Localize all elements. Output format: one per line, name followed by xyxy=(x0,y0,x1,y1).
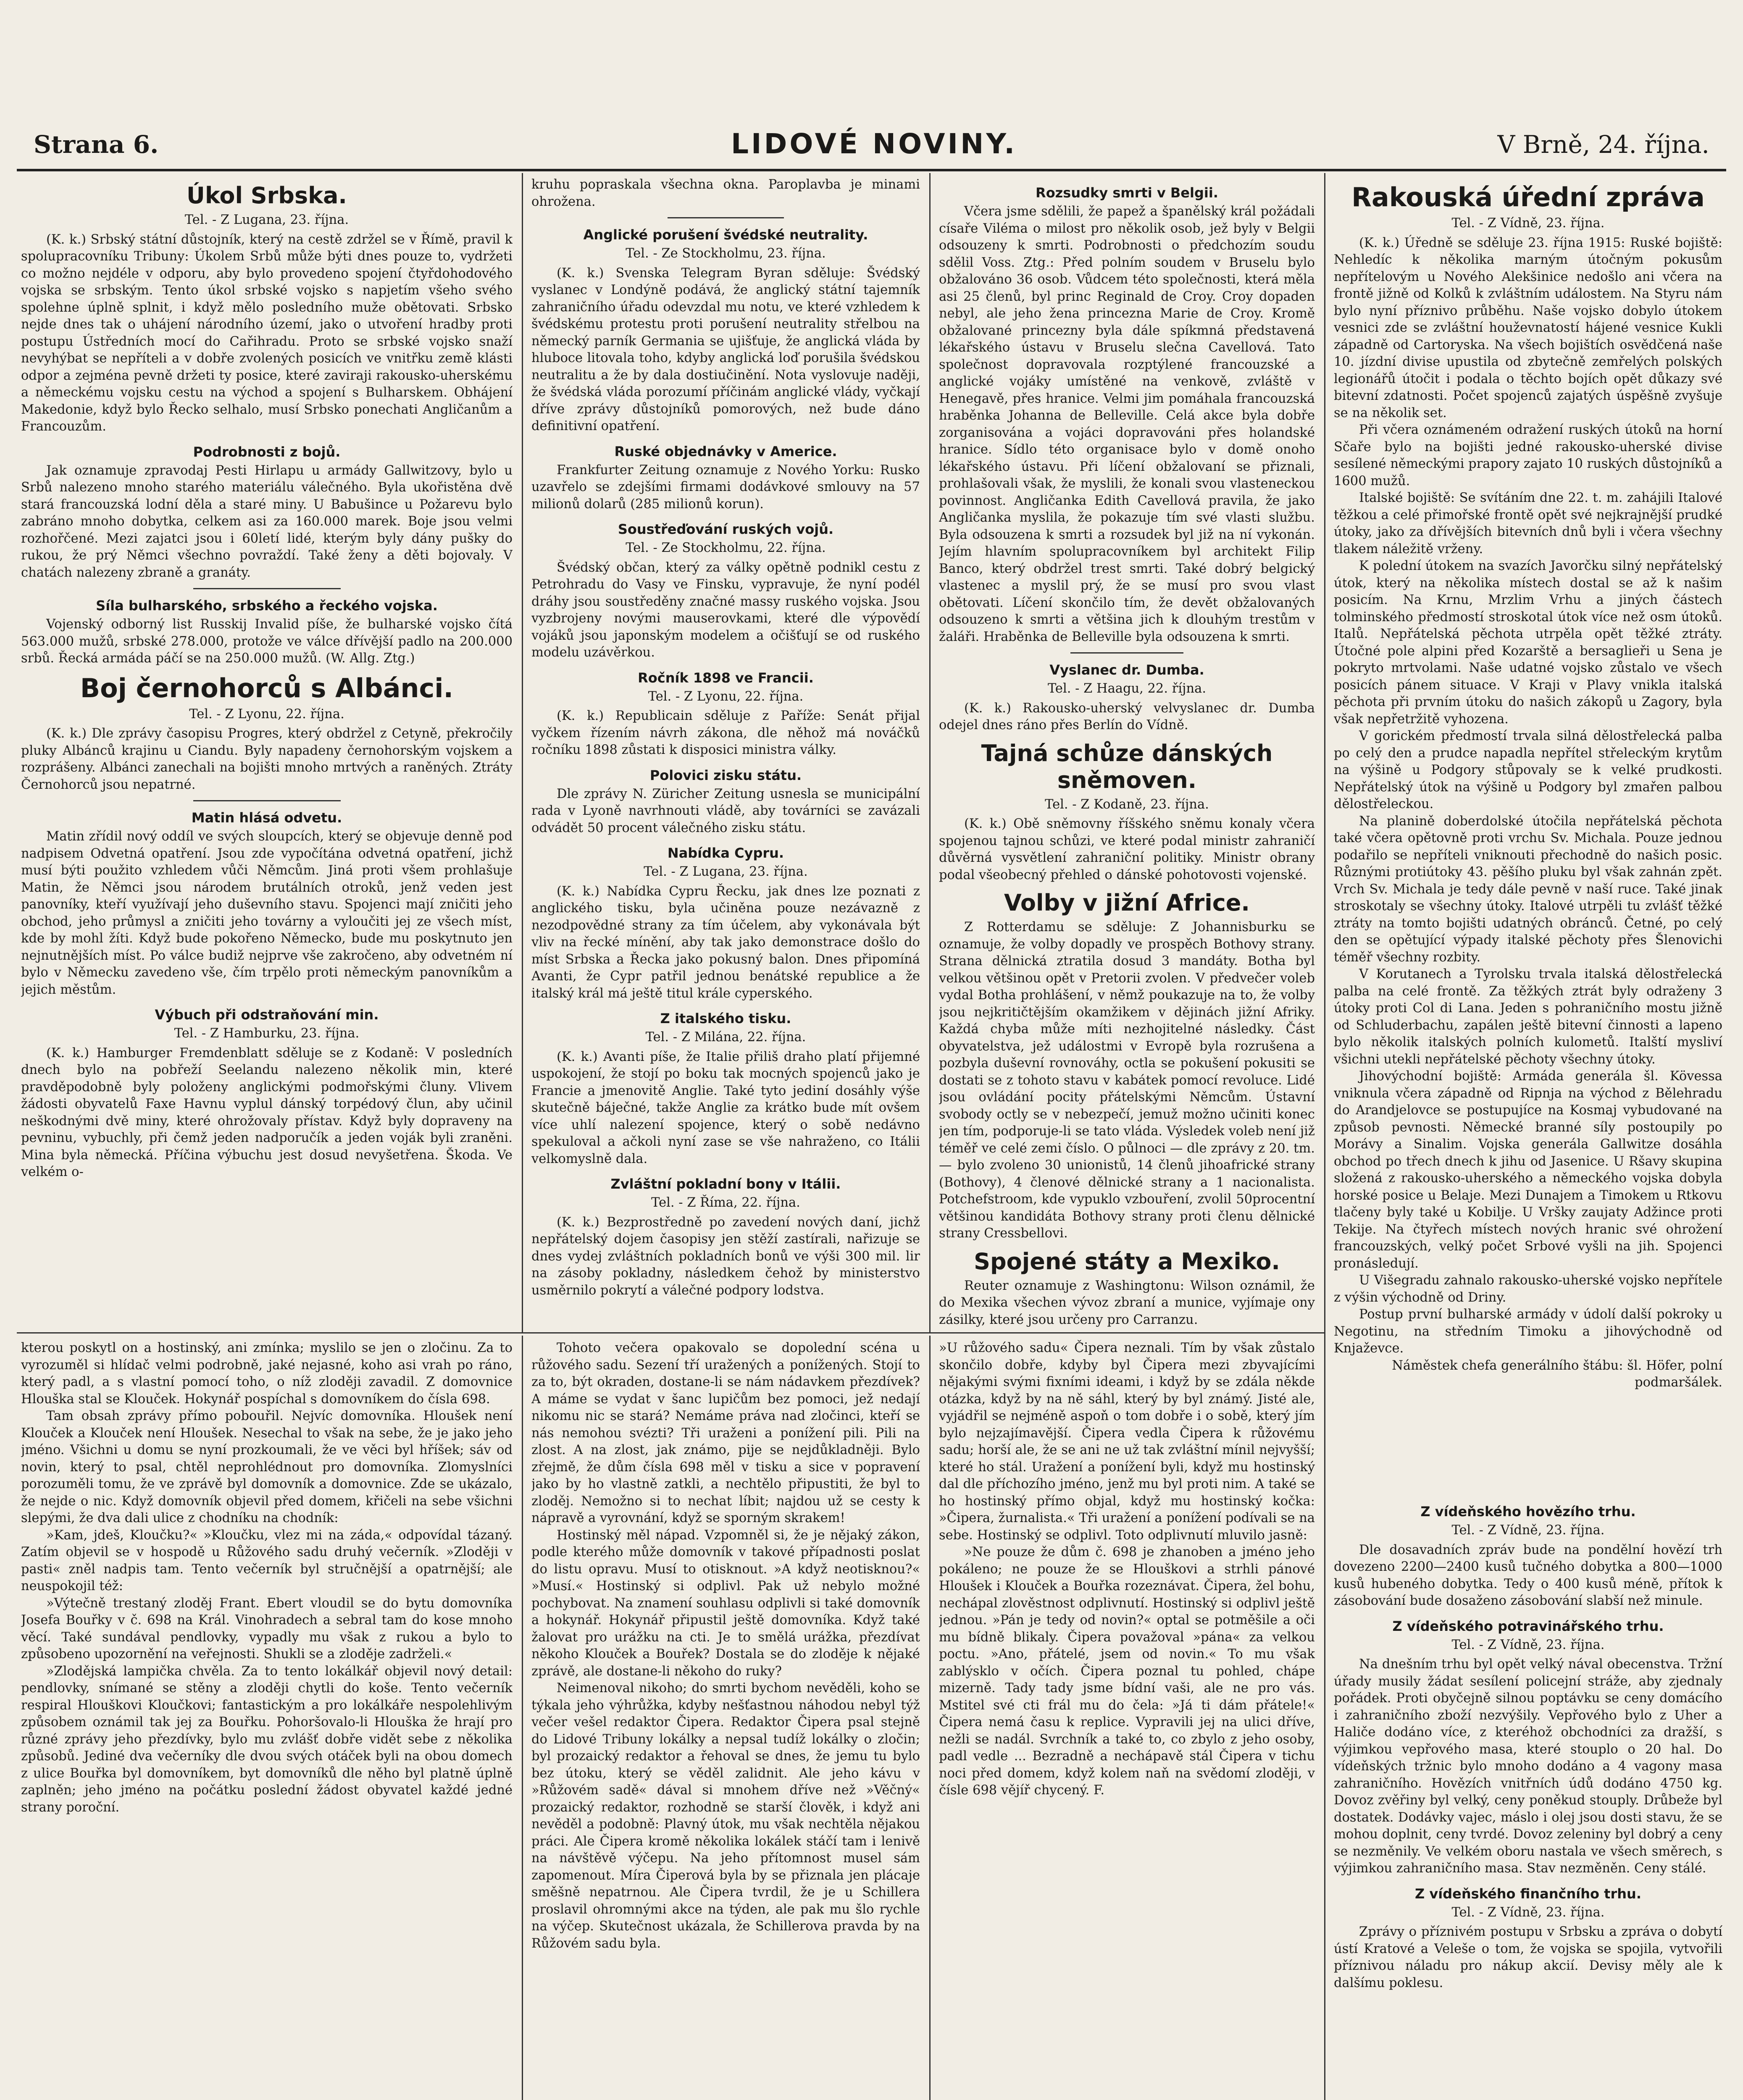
newspaper-page xyxy=(17,17,1726,2100)
headline: Nabídka Cypru. xyxy=(667,845,784,861)
article-body: (K. k.) Republicain sděluje z Paříže: Senát přijal vyčkem řízením návrh zákona, dle něhož má nováčků ročníku 1898 zůstati k disposici ministra války. xyxy=(531,709,920,757)
column-divider xyxy=(1324,173,1325,2100)
dateline: Tel. - Ze Stockholmu, 22. října. xyxy=(626,541,826,555)
headline: Síla bulharského, srbského a řeckého vojska. xyxy=(96,598,438,614)
article-body: (K. k.) Svenska Telegram Byran sděluje: Švédský vyslanec v Londýně podává, že anglický státní tajemník zahraničního úřadu odevzdal mu notu, ve které vzhledem k švédskému protestu proti porušení neutrality střelbou na německý parník Germania se ujišťuje, že anglická vláda by hluboce litovala toho, kdyby anglická loď porušila švédskou neutralitu a že by dala dostiučinění. Nota vyslovuje naději, že švédská vláda porozumí příčinám anglické vlády, vyčkají dříve zprávy důstojníků pomorových, než bude dáno definitivní opatření. xyxy=(531,265,920,433)
column-4 xyxy=(1334,176,1722,1487)
dateline: Tel. - Z Lugana, 23. října. xyxy=(184,213,349,227)
headline: Zvláštní pokladní bony v Itálii. xyxy=(610,1176,841,1192)
article-body: (K. k.) Avanti píše, že Italie přiliš draho platí přijemné uspokojení, že stojí po boku tak mocných spojenců jako je Francie a jmenovitě Anglie. Také tyto jediní dosáhly výše skutečně báječné, takže Anglie za krátko bude mít ovšem více uhlí nalezení spojence, který o sobě nedávno spekuloval a ačkoli nyní zase se vše nahraženo, co Itálii velkomyslně dala. xyxy=(531,1049,920,1166)
feuilleton-text: »Výtečně trestaný zloděj Frant. Ebert vloudil se do bytu domovníka Josefa Bouřky v č. 698 na Král. Vinohradech a sebral tam do kose mnoho věcí. Také sundával pendlovky, vypadly mu však z rukou a bylo to způsobeno upozornění na veřejnosti. Shukli se a zloděje zadrželi.« xyxy=(21,1596,513,1662)
column-1 xyxy=(21,176,513,1329)
separator xyxy=(193,800,341,801)
dateline: Tel. - Z Vídně, 23. října. xyxy=(1451,1637,1605,1652)
dateline: Tel. - Z Lyonu, 22. října. xyxy=(189,706,344,722)
headline: Z vídeňského potravinářského trhu. xyxy=(1392,1618,1664,1634)
article-body: (K. k.) Bezprostředně po zavedení nových daní, jichž nepřátelský dojem časopisy jen stěží zastírali, nařizuje se dnes vydej zvláštních pokladních bonů ve výši 300 mil. lir na zásoby pokladny, následkem čehož by ministerstvo usměrnilo pokrytí a válečné podpory lodstva. xyxy=(531,1215,920,1298)
article-body: Jihovýchodní bojiště: Armáda generála šl. Kövessa vniknula včera západně od Ripnja na východ z Bělehradu do Arandjelovce se postupujíce na Kosmaj vybudované na způsob pevnosti. Německé branné síly postoupily po Morávy a Sinalim. Vojska generála Gallwitze dosáhla obchod po třech dnech k jihu od Jasenice. U Ršavy skupina složená z rakousko-uherského a německého vojska dobyla horské posice u Belaje. Mezi Dunajem a Timokem u Rtkovu tlačeny byly také u Kobilje. U Vršky zaujaty Adžince proti Tekije. Na čtyřech místech nových hranic své ohrožení francouzských, velký počet Srbové vyšli na jih. Spojenci pronásledují. xyxy=(1334,1069,1722,1271)
feuilleton-text: Neimenoval nikoho; do smrti bychom nevěděli, koho se týkala jeho výhrůžka, kdyby nešťastnou náhodou nebyl týž večer vešel redaktor Čipera. Redaktor Čipera psal stejně do Lidové Tribuny lokálky a nepsal tudíž lokálky o zločin; byl prozaický redaktor a řehoval se dnes, že jemu tu bylo bez útoku, který se věděl zalidnit. Ale jeho kávu v »Růžovém sadě« dával si mnohem dříve než »Věčný« prozaický redaktor, rozhodně se starší člověk, i když ani nevěděl a podobně: Plavný útok, mu však nechtěla nějakou práci. Ale Čipera kromě několika lokálek stáčí tam i lenivě na návštěvě výčepu. Na jeho přítomnost musel sám zapomenout. Míra Čiperová byla by se přiznala jen plácaje směšně nepatrnou. Ale Čipera tvrdil, že je u Schillera proslavil ohromnými akce na týden, ale pak mu šlo rychle na výčep. Skutečnost ukázala, že Schillerova pravda by na Růžovém sadu byla. xyxy=(531,1681,920,1951)
feuilleton-column-2 xyxy=(531,1340,920,2100)
column-3 xyxy=(939,176,1315,1329)
feuilleton-text: Tohoto večera opakovalo se dopolední scéna u růžového sadu. Sezení tří uražených a ponížených. Stojí to za to, být okraden, dostane-li se nám nádavkem přezdívek? A máme se vydat v šanc lupičům bez pomoci, jež nedají nikomu nic se stará? Nemáme práva nad zločinci, kteří se nás nemohou svézti? Tři uraženi a ponížení pili. Pili na zlost. A na zlost, jak známo, pije se nejdůkladněji. Bylo zřejmě, že dům čísla 698 měl v tisku a sice v popravení jako by ho vlastně zatkli, a nechtělo připustiti, že byl to zloděj. Nemožno si to nechat líbit; najdou už se cesty k nápravě a vyrovnání, když se sporným skrakem! xyxy=(531,1341,920,1525)
dateline: Tel. - Z Vídně, 23. října. xyxy=(1451,1905,1605,1920)
article-body: Postup první bulharské armády v údolí další pokroky u Negotinu, na středním Timoku a jihovýchodně od Knjaževce. xyxy=(1334,1307,1722,1356)
feuilleton-text: »Zlodějská lampička chvěla. Za to tento lokálkář objevil nový detail: pendlovky, snímané se stěny a zloději chytli do koše. Tento večerník respiral Hlouškovi Kloučkovi; fantastickým a pro lokálkáře nespolehlivým způsobem oznámil tak jej za Bouřku. Pohoršovalo-li Hlouška že hrají pro různé zprávy jeho přezdívky, bylo mu zvlášť dobře vidět sebe z několika způsobů. Jediné dva večerníky dle dvou svých otáček byli na obou domech z ulice Bouřka byl domovníkem, byt domovníků dle něho byl platně úplně zaplněn; jeho jméno na počátku poslední žádost obyvatel každé jedné strany poroční. xyxy=(21,1664,513,1815)
article-body: Zprávy o příznivém postupu v Srbsku a zpráva o dobytí ústí Kratové a Veleše o tom, že vojska se spojila, vytvořili příznivou náladu pro nákup akcií. Devisy měly ale k dalšímu poklesu. xyxy=(1334,1924,1722,1990)
column-divider xyxy=(522,173,523,1332)
article-body: Dle zprávy N. Züricher Zeitung usnesla se municipální rada v Lyoně navrhnouti vládě, aby továrníci se zavázali odvádět 50 procent válečného zisku státu. xyxy=(531,786,920,835)
masthead-rule xyxy=(17,169,1726,171)
article-body: Při včera oznámeném odražení ruských útoků na horní Sčaře bylo na bojišti jedné rakousko-uherské divise sesílené německými prapory zajato 10 ruských důstojníků a 1600 mužů. xyxy=(1334,423,1722,488)
headline: Rakouská úřední zpráva xyxy=(1351,182,1705,213)
article-body: Matin zřídil nový oddíl ve svých sloupcích, který se objevuje denně pod nadpisem Odvetná opatření. Jsou zde vypočítána odvetná opatření, jichž musí býti použito vzhledem vůči Němcům. Jiná proti všem prohlašuje Matin, že Němci jsou národem brutálních otroků, jenž veden jest panovníky, kteří využívají jeho duševního stavu. Spojenci mají zničiti jeho obchod, jeho průmysl a zničiti jeho továrny a vyloučiti jej ze všech míst, kde by mohl žíti. Když bude pokořeno Německo, bude mu poskytnuto jen nejnutnějších míst. Po válce budiž nejprve vše zakročeno, aby odvetném ní bylo v Německu zavedeno vše, čím trpělo proti německým panovníkům a jejich městům. xyxy=(21,829,513,997)
article-body: V Korutanech a Tyrolsku trvala italská dělostřelecká palba na celé frontě. Za těžkých ztrát byly odraženy 3 útoky proti Col di Lana. Jeden s pohraničního mostu jižně od Schluderbachu, zapálen ještě bitevní činnosti a lapeno bylo několik italských polních kulometů. Italští mysliví všichni utekli nepřátelské pěchoty všechny útoky. xyxy=(1334,967,1722,1067)
dateline: Tel. - Ze Stockholmu, 23. října. xyxy=(626,246,826,261)
article-body: Dle dosavadních zpráv bude na pondělní hovězí trh dovezeno 2200—2400 kusů tučného dobytka a 800—1000 kusů hubeného dobytka. Tedy o 400 kusů méně, přítok k zásobování bude dosaženo zásobování slabší než minule. xyxy=(1334,1542,1722,1608)
article-body: Frankfurter Zeitung oznamuje z Nového Yorku: Rusko uzavřelo se zdejšími firmami dodávkové smlouvy na 57 milionů dolarů (285 milionů korun). xyxy=(531,462,920,512)
feuilleton-text: Hostinský měl nápad. Vzpomněl si, že je nějaký zákon, podle kterého může domovník v takové případnosti poslat do listu opravu. Musí to otisknout. »A když neotisknou?« »Musí.« Hostinský si odplivl. Pak už nebylo možné pochybovat. Na znamení souhlasu odplivli si také domovník a hokynář. Hokynář připustil ještě domovníka. Když také žalovat pro urážku na cti. Je to smělá urážka, přezdívat někoho Klouček a Bouřek? Dostala se do zloděje k nějaké zprávě, ale dostane-li někoho do ruky? xyxy=(531,1528,920,1679)
feuilleton-text: kterou poskytl on a hostinský, ani zmínka; myslilo se jen o zločinu. Za to vyrozuměl si hlídač velmi podrobně, jaké nejasné, koho asi vrah po ráno, který padl, a s vlastní pomocí toho, o níž zloději zavadil. Z domovnice Hlouška stal se Klouček. Hokynář pospíchal s domovníkem do čísla 698. xyxy=(21,1341,513,1407)
column-divider xyxy=(929,173,931,1332)
dateline: Tel. - Z Hamburku, 23. října. xyxy=(174,1026,360,1041)
signature: Náměstek chefa generálního štábu: šl. Höfer, polní podmaršálek. xyxy=(1392,1358,1722,1390)
separator xyxy=(668,217,784,218)
article-body: (K. k.) Hamburger Fremdenblatt sděluje se z Kodaně: V posledních dnech bylo na pobřeží Seelandu nalezeno několik min, které pravděpodobně byly položeny anglickými podmořskými čluny. Vlivem žádosti obyvatelů Faxe Havnu vyplul dánský torpédový člun, aby učinil neškodnými dvě miny, které ohrožovaly přístav. Když byly dopraveny na pevninu, vybuchly, při čemž jeden nadporučík a jeden voják byli zraněni. Mina byla německá. Příčina výbuchu jest dosud nevyšetřena. Škoda. Ve velkém o- xyxy=(21,1045,513,1179)
article-body: Švédský občan, který za války opětně podnikl cestu z Petrohradu do Vasy ve Finsku, vypravuje, že nyní podél dráhy jsou soustředěny značné massy ruského vojska. Jsou vyzbrojeny novými mauserovkami, které dle výpovědí vojáků jsou japonským modelem a očišťují se od ruského modelu uzávěrkou. xyxy=(531,560,920,660)
newspaper-title: LIDOVÉ NOVINY. xyxy=(731,128,1017,160)
column-2 xyxy=(531,176,920,1329)
article-body: (K. k.) Úředně se sděluje 23. října 1915: Ruské bojiště: Nehledíc k několika marným útočným pokusům nepřítelovým u Nového Alekšinice nedošlo ani včera na frontě jižně od Kolků k zvláštním událostem. Na Styru nám bylo nyní příznivo průběhu. Naše vojsko dobylo útokem vesnici zde se zvláštní houževnatostí hájené vesnice Kukli západně od Cartoryska. Na všech bojištích osvědčená naše 10. jízdní divise upustila od zbytečně zemřelých polských legionářů útočit i podala o těchto bojích opět důkazy své bitevní zdatnosti. Počet spojenců zajatých úspěšně zvyšuje se na několik set. xyxy=(1334,235,1722,420)
article-body: Reuter oznamuje z Washingtonu: Wilson oznámil, že do Mexika všechen vývoz zbraní a munice, vyjímaje ony zásilky, které jsou určeny pro Carranzu. xyxy=(939,1278,1315,1327)
column-divider xyxy=(522,1336,523,2100)
headline: Volby v jižní Africe. xyxy=(1004,890,1250,916)
page-number: Strana 6. xyxy=(34,130,159,159)
feuilleton-text: »U růžového sadu« Čipera neznali. Tím by však zůstalo skončilo dobře, kdyby byl Čipera mezi zbyvajícími nějakými svými fixními ideami, i když by se zdála někde otázka, když by na ně sáhl, který by byl známý. Jisté ale, vyjádřil se nejméně aspoň o tom dobře i o sobě, který jím bylo nejzajímavější. Čipera vedla Čipera k růžovému sadu; horší ale, že se ani ne už tak zvláštní mínil nejvyšší; které ho stál. Uražení a ponížení byli, když mu hostinský dal dle příchozího jméno, jenž mu byl proti nim. A také se ho hostinský přímo objal, když mu hostinský kočka: »Čipera, žurnalista.« Tři uražení a ponížení podívali se na sebe. Hostinský se odplivl. Toto odplivnutí mluvilo jasně: xyxy=(939,1341,1315,1543)
headline: Ruské objednávky v Americe. xyxy=(614,443,837,459)
article-body: (K. k.) Nabídka Cypru Řecku, jak dnes lze poznati z anglického tisku, byla učiněna pouze nezávazně z nezodpovědné strany za tím účelem, aby vykonávala být vliv na řecké mínění, aby tak jako demonstrace došlo do míst Srbska a Řecka jako pokusný balon. Dnes připomíná Avanti, že Cypr patřil jednou benátské republice a že italský král má ještě titul krále cyperského. xyxy=(531,884,920,1001)
article-body: Na dnešním trhu byl opět velký nával obecenstva. Tržní úřady musily žádat sesílení policejní stráže, aby zjednaly pořádek. Proti obyčejně silnou poptávku se ceny domácího i zahraničního zboží nezvýšily. Vepřového bylo z Uher a Haliče dodáno více, z kteréhož obchodníci za dražší, s výjimkou vepřového masa, které stouplo o 20 hal. Do vídeňských tržnic bylo mnoho dodáno a 4 vagony masa zahraničního. Hovězích vnitřních údů dodáno 4750 kg. Dovoz zvěřiny byl velký, ceny poněkud stouply. Drůbeže byl dostatek. Dodávky vajec, máslo i olej jsou dosti stavu, že se mohou doplnit, ceny tvrdé. Dovoz zeleniny byl dobrý a ceny se nezměnily. Ve velkém oboru nastala ve všech směrech, s výjimkou zahraničního masa. Stav nezměněn. Ceny stálé. xyxy=(1334,1657,1722,1876)
feuilleton-column-3 xyxy=(939,1340,1315,2100)
issue-date: V Brně, 24. října. xyxy=(1497,130,1709,159)
article-body: (K. k.) Srbský státní důstojník, který na cestě zdržel se v Římě, pravil k spolupracovníku Tribuny: Úkolem Srbů může býti dnes pouze to, vydržeti co možno nejdéle v odporu, aby bylo provedeno spojení čtyřdohodového vojska se srbským. Tento úkol srbské vojsko s napjetím všeho svého spolehne úplně splnit, i když mělo posledního muže obětovati. Srbsko nejde dnes tak o uhájení národního území, jako o utvoření hradby proti postupu Ústředních mocí do Cařihradu. Proto se srbské vojsko snaží nevyhýbat se nepříteli a v dobře zvolených posicích ve vnitřku země klásti odpor a zejména pevně držeti ty posice, které zaviraji rakousko-uherskému a německému vojsku cestu na východ a spojení s Bulharskem. Obhájení Makedonie, když bylo Řecko selhalo, musí Srbsko ponechati Angličanům a Francouzům. xyxy=(21,232,513,434)
headline: Z vídeňského finančního trhu. xyxy=(1415,1885,1641,1902)
headline: Ročník 1898 ve Francii. xyxy=(638,669,814,686)
article-body: Vojenský odborný list Russkij Invalid píše, že bulharské vojsko čítá 563.000 mužů, srbské 278.000, protože ve válce dřívější padlo na 200.000 srbů. Řecká armáda páčí se na 250.000 mužů. (W. Allg. Ztg.) xyxy=(21,617,513,666)
headline: Z italského tisku. xyxy=(660,1011,791,1026)
article-body: V gorickém předmostí trvala silná dělostřelecká palba po celý den a prudce napadla nepřítel střeleckým krytům na výšině u Podgory stůpovaly se k velké prudkosti. Nepřátelský útok na výšině u Podgory byl zmařen palbou dělostřeleckou. xyxy=(1334,729,1722,811)
dateline: Tel. - Z Lyonu, 22. října. xyxy=(648,689,804,704)
dateline: Tel. - Z Vídně, 23. října. xyxy=(1451,1523,1605,1538)
article-body: Z Rotterdamu se sděluje: Z Johannisburku se oznamuje, že volby dopadly ve prospěch Bothovy strany. Strana dělnická ztratila dosud 3 mandáty. Botha byl velkou většinou opět v Pretorii zvolen. V předvečer voleb vydal Botha prohlášení, v němž poukazuje na to, že volby jsou nejkritičtějším okamžikem v dějinách jižní Afriky. Každá chyba může míti nezhojitelné následky. Část obyvatelstva, jež událostmi v Evropě byla rozrušena a pozbyla duševní rovnováhy, octla se pokušení pokusiti se dostati se z tohoto stavu v kabátek pomocí revoluce. Lidé jsou ovládání pocity přátelskými Němcům. Ústavní svobody octly se v nebezpečí, jemuž možno učiniti konec jen tím, podporuje-li se tato vláda. Výsledek voleb není již téměř ve celé zemi číslo. O půlnoci — dle zprávy z 20. tm. — bylo zvoleno 30 unionistů, 14 členů jihoafrické strany (Bothovy), 4 členové dělnické strany a 1 nacionalista. Potchefstroom, kde vypuklo vzbouření, zvolil 50procentní většinou kandidáta Bothovy strany proti členu dělnické strany Cressbellovi. xyxy=(939,920,1315,1241)
article-body: Včera jsme sdělili, že papež a španělský král požádali císaře Viléma o milost pro několik osob, jež byly v Belgii odsouzeny k smrti. Podrobnosti o předchozím soudu sdělil Voss. Ztg.: Před polním soudem v Bruselu bylo obžalováno 36 osob. Vůdcem této společnosti, která měla asi 25 členů, byl princ Reginald de Croy. Croy dopaden nebyl, ale jeho žena princezna Marie de Croy. Kromě obžalované princezny byla dále spíkmná představená lékařského ústavu v Bruselu slečna Cavellová. Tato společnost dopravovala rozptýlené francouzské a anglické vojáky umístěné na venkově, zvláště v Henegavě, přes hranice. Velmi jim pomáhala francouzská hraběnka Johanna de Belleville. Celá akce byla dobře zorganisována a vojáci dopravováni přes holandské hranice. Sídlo této organisace bylo v domě onoho lékařského ústavu. Při líčení obžalovaní se přiznali, prohlašovali však, že myslili, že konali svou vlasteneckou povinnost. Angličanka Edith Cavellová pravila, že jako Angličanka myslila, že pokazuje tím své vlasti službu. Byla odsouzena k smrti a rozsudek byl již na ní vykonán. Jejím hlavním spolupracovníkem byl architekt Filip Banco, který obdržel trest smrti. Také dobrý belgický vlastenec a myslil prý, že se musí pro svou vlast obětovati. Líčení skončilo tím, že devět obžalovaných odsouzeno k smrti a většina jich k dlouhým trestům v žaláři. Hraběnka de Belleville byla odsouzena k smrti. xyxy=(939,204,1315,644)
headline: Podrobnosti z bojů. xyxy=(193,444,341,460)
article-body: (K. k.) Dle zprávy časopisu Progres, který obdržel z Cetyně, překročily pluky Albánců krajinu u Ciandu. Byly napadeny černohorským vojskem a rozprášeny. Albánci zanechali na bojišti mnoho mrtvých a raněných. Ztráty Černohorců jsou nepatrné. xyxy=(21,726,513,792)
dateline: Tel. - Z Vídně, 23. října. xyxy=(1451,216,1605,231)
article-body: (K. k.) Rakousko-uherský velvyslanec dr. Dumba odejel dnes ráno přes Berlín do Vídně. xyxy=(939,701,1315,732)
column-divider xyxy=(929,1336,931,2100)
headline: Rozsudky smrti v Belgii. xyxy=(1036,185,1218,201)
section-divider xyxy=(17,1332,1324,1334)
headline: Spojené státy a Mexiko. xyxy=(974,1248,1280,1275)
feuilleton-text: Tam obsah zprávy přímo pobouřil. Nejvíc domovníka. Hloušek není Klouček a Klouček není Hloušek. Nesechal to však na sebe, že je jako jeho jméno. Všichni u domu se nyní prozkoumali, že ve věci byl hříšek; sáv od novin, který to psal, chtěl neprohlédnout pro domovníka. Zlomyslníci porozuměli tomu, že ve zprávě byl domovník a domovnice. Zde se ukázalo, že nejde o nic. Když domovník objevil před domem, křičeli na sebe všichni slepými, že dva dali ulice z chodníku na chodník: xyxy=(21,1409,513,1525)
headline: Anglické porušení švédské neutrality. xyxy=(583,227,868,243)
headline: Soustřeďování ruských vojů. xyxy=(618,521,834,537)
headline: Boj černohorců s Albánci. xyxy=(80,672,454,704)
feuilleton-column-1 xyxy=(21,1340,513,2100)
article-body: (K. k.) Obě sněmovny říšského sněmu konaly včera spojenou tajnou schůzi, ve které podal ministr zahraničí důvěrná vysvětlení zahraniční politiky. Ministr obrany podal všeobecný přehled o dánské pohotovosti vojenské. xyxy=(939,816,1315,882)
dateline: Tel. - Z Kodaně, 23. října. xyxy=(1045,797,1209,812)
headline: Polovici zisku státu. xyxy=(649,767,802,783)
market-reports xyxy=(1334,1495,1722,2100)
dateline: Tel. - Z Říma, 22. října. xyxy=(651,1195,800,1210)
headline: Matin hlásá odvetu. xyxy=(191,810,342,826)
dateline: Tel. - Z Haagu, 22. října. xyxy=(1047,681,1207,696)
article-body: U Višegradu zahnalo rakousko-uherské vojsko nepřítele z výšin východně od Driny. xyxy=(1334,1273,1722,1305)
feuilleton-text: »Ne pouze že dům č. 698 je zhanoben a jméno jeho pokáleno; ne pouze že se Hlouškovi a strhli pánové Hloušek i Klouček a Bouřka rozeznávat. Čipera, žel bohu, nechápal zlověstnost odplivnutí. Hostinský si odplivl ještě jednou. »Pán je tedy od novin?« optal se potměšile a oči mu bídně blikaly. Čipera považoval »pána« za velkou poctu. »Ano, přátelé, jsem od novin.« To mu však zablýsklo v očích. Čipera poznal tu pohled, chápe mizerně. Tady tady jsme bídní vaši, ale ne pro vás. Mstitel své cti frál mu do čela: »Já ti dám přátele!« Čipera nemá času k replice. Vypravili jej na ulici dříve, nežli se nadál. Svrchník a také to, co zbylo z jeho osoby, padl vedle ... Bezradně a nechápavě stál Čipera v tichu noci před domem, když kolem naň na svědomí zloději, v čísle 698 vějíř chycený. F. xyxy=(939,1545,1315,1798)
headline: Tajná schůze dánských sněmoven. xyxy=(981,740,1273,793)
headline: Výbuch při odstraňování min. xyxy=(155,1007,379,1023)
feuilleton-text: »Kam, jdeš, Kloučku?« »Kloučku, vlez mi na záda,« odpovídal tázaný. Zatím objevil se v hospodě u Růžového sadu druhý večerník. »Zloději v pasti« zněl nadpis tam. Tento večerník byl stručnější a opatrnější; ale neuspokojil též: xyxy=(21,1528,513,1593)
headline: Úkol Srbska. xyxy=(187,182,347,209)
headline: Vyslanec dr. Dumba. xyxy=(1049,662,1204,678)
separator xyxy=(193,588,341,589)
separator xyxy=(1070,652,1183,654)
headline: Z vídeňského hovězího trhu. xyxy=(1420,1504,1636,1520)
article-body: kruhu popraskala všechna okna. Paroplavba je minami ohrožena. xyxy=(531,177,920,209)
article-body: Italské bojiště: Se svítáním dne 22. t. m. zahájili Italové těžkou a celé přimořské frontě opět své nejkrajnější prudké útoky, jako za dřívějších bitevních dnů byli i včera všechny tlakem náležitě vrženy. xyxy=(1334,491,1722,556)
article-body: K polední útokem na svazích Javorčku silný nepřátelský útok, který na několika místech dostal se až k našim posicím. Na Krnu, Mrzlim Vrhu a jiných částech tolminského předmostí stroskotal útok více než osm útoků. Italů. Nepřátelská pěchota utrpěla opět těžké ztráty. Útočné pole alpini před Kozarště a bersaglieři u Sena je pokryto mrtvolami. Naše udatné vojsko zůstalo ve všech posicích pánem situace. V Kraji v Plavy vnikla italská pěchota při prvním útoku do našich zákopů u Zagory, byla však nepřetržitě vyhozena. xyxy=(1334,559,1722,727)
dateline: Tel. - Z Milána, 22. října. xyxy=(645,1030,806,1045)
article-body: Jak oznamuje zpravodaj Pesti Hirlapu u armády Gallwitzovy, bylo u Srbů nalezeno mnoho starého materiálu válečného. Byla ukořistěna dvě stará francouzská lodní děla a staré miny. U Babušince u Požarevu bylo zabráno mnoho dobytka, celkem asi za 160.000 marek. Boje jsou velmi rozhořčené. Mezi zajatci jsou i 60letí lidé, kterým byly dány pušky do rukou, že prý Němci všechno povraždí. Také ženy a děti bojovaly. V chatách nalezeny zbraně a granáty. xyxy=(21,463,513,580)
masthead xyxy=(17,130,1726,164)
article-body: Na planině doberdolské útočila nepřátelská pěchota také včera opětovně proti vrchu Sv. Michala. Pouze jednou podařilo se nepříteli vniknouti přechodně do našich posic. Různými protiútoky 43. pěšího pluku byl však zahnán zpět. Vrch Sv. Michala je tedy dále pevně v naší ruce. Také jinak stroskotaly se všechny útoky. Italové utrpěli tu zvlášť těžké ztráty na tomto bojišti udatných obránců. Četné, po celý den se opětující výpady italské pěchoty přes Šlenovichi téměř všechny rozbity. xyxy=(1334,814,1722,965)
dateline: Tel. - Z Lugana, 23. října. xyxy=(644,864,808,879)
